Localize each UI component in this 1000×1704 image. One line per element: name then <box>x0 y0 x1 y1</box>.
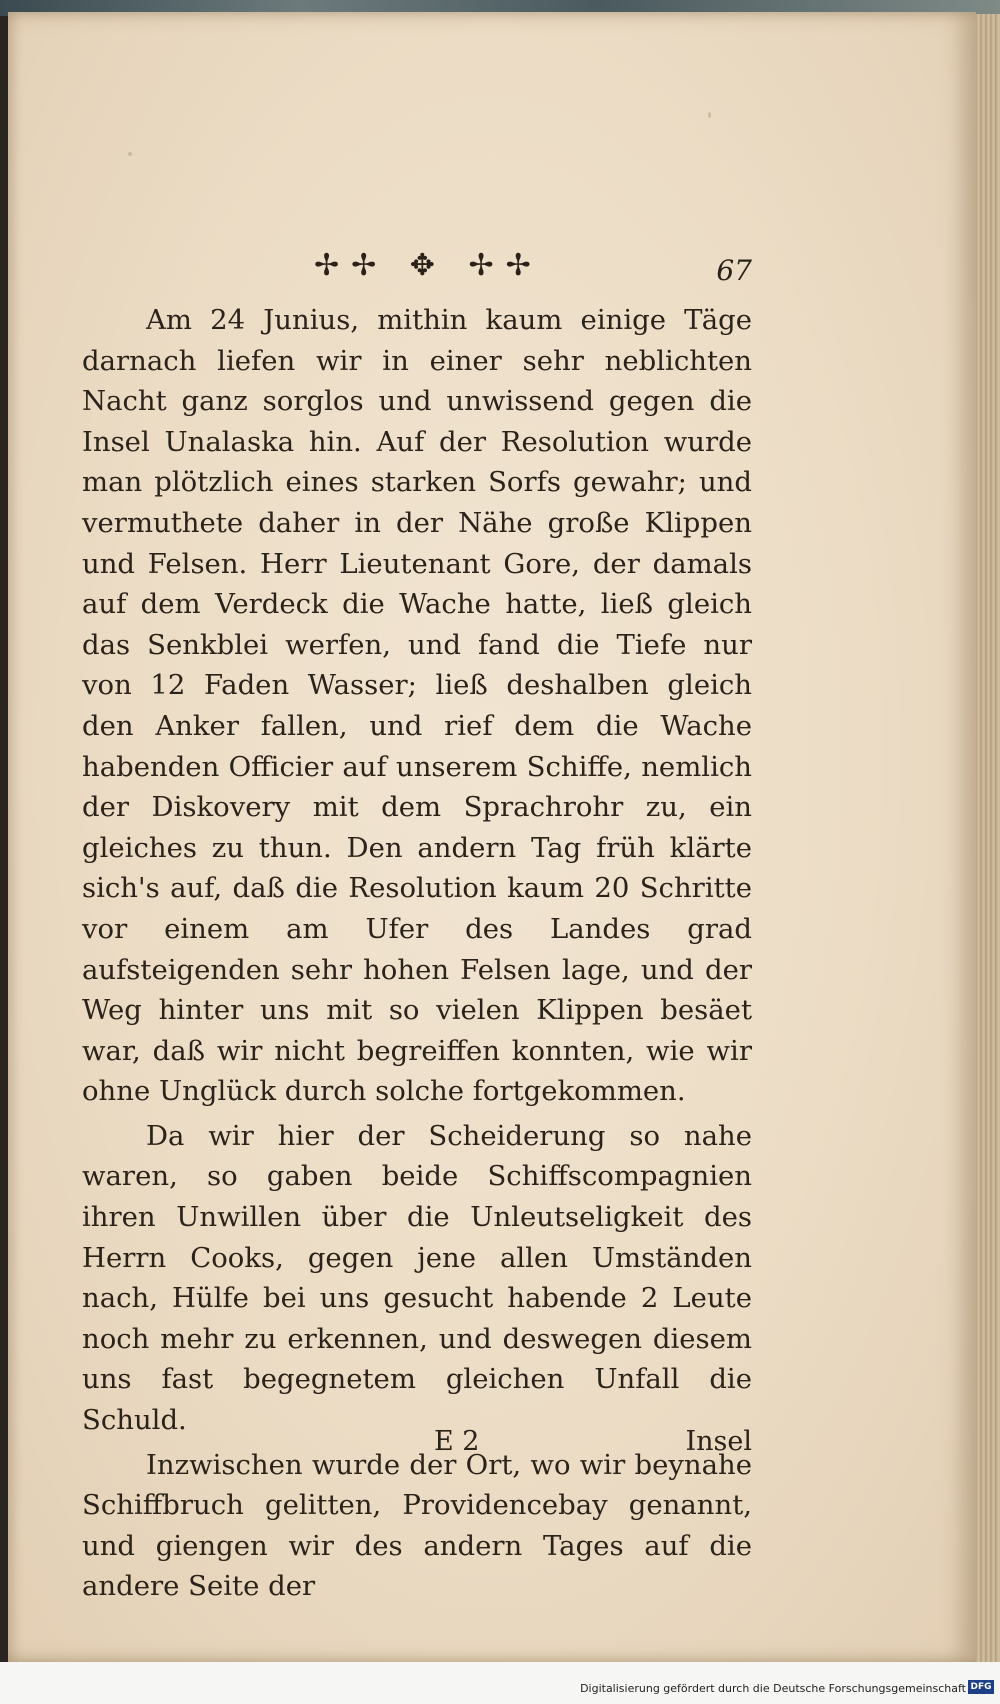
page-stack-edge <box>976 14 1000 1666</box>
page-footer <box>82 1426 752 1466</box>
paragraph: Inzwischen wurde der Ort, wo wir beynahe Schiffbruch gelitten, Providencebay genannt, und giengen wir des andern Tages auf die andere Seite der <box>82 1448 752 1603</box>
paper-spot <box>128 152 132 156</box>
paragraph: Am 24 Junius, mithin kaum einige Täge darnach liefen wir in einer sehr neblichten Nacht ganz sorglos und unwissend gegen die Insel Unalaska hin. Auf der Resolution wurde man plötzlich eines starken Sorfs gewahr; und vermuthete daher in der Nähe große Klippen und Felsen. Herr Lieutenant Gore, der damals auf dem Verdeck die Wache hatte, ließ gleich das Senkblei werfen, und fand die Tiefe nur von 12 Faden Wasser; ließ deshalben gleich den Anker fallen, und rief dem die Wache habenden Officier auf unserem Schiffe, nemlich der Diskovery mit dem Sprachrohr zu, ein gleiches zu thun. Den andern Tag früh klärte sich's auf, daß die Resolution kaum 20 Schritte vor einem am Ufer des Landes grad aufsteigenden sehr hohen Felsen lage, und der Weg hinter uns mit so vielen Klippen besäet war, daß wir nicht begreiffen konnten, wie wir ohne Unglück durch solche fortgekommen. <box>82 304 752 1108</box>
catchword: Insel <box>685 1426 752 1457</box>
paragraph: Da wir hier der Scheiderung so nahe waren, so gaben beide Schiffscompagnien ihren Unwillen über die Unleutseligkeit des Herrn Cooks, gegen jene allen Umständen nach, Hülfe bei uns gesucht habende 2 Leute noch mehr zu erkennen, und deswegen diesem uns fast begegnetem gleichen Unfall die Schuld. <box>82 1119 752 1437</box>
running-header <box>82 248 752 292</box>
header-ornament: ✢✢ ✥ ✢✢ <box>314 248 543 283</box>
page-number: 67 <box>716 254 752 287</box>
dfg-logo: DFG <box>968 1680 994 1694</box>
paper-spot <box>708 112 711 118</box>
signature-mark: E 2 <box>434 1426 480 1457</box>
funding-credit: Digitalisierung gefördert durch die Deutsche Forschungsgemeinschaft <box>580 1682 966 1695</box>
body-text <box>82 300 752 1607</box>
